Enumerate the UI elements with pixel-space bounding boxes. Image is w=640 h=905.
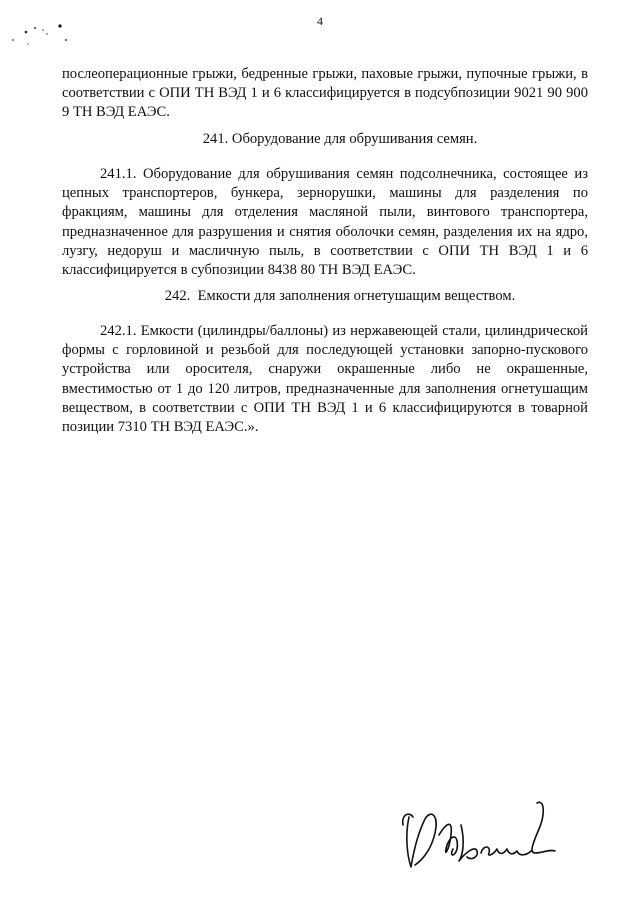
scan-specks-icon xyxy=(0,0,90,60)
page-number: 4 xyxy=(317,14,323,28)
section-heading-241: 241. Оборудование для обрушивания семян. xyxy=(202,131,478,147)
paragraph-241-1 xyxy=(62,165,588,280)
paragraph-241-1-text: 241.1. Оборудование для обрушивания семян подсолнечника, состоящее из цепных транспортеров, бункера, зернорушки, машины для разделения по фракциям, машины для отделения масляной пыли, винтового транспортера, предназначенное для разрушения и снятия оболочки семян, разделения их на ядро, лузгу, недоруш и масличную пыль, в соответствии с ОПИ ТН ВЭД 1 и 6 классифицируется в субпозиции 8438 80 ТН ВЭД ЕАЭС. xyxy=(62,166,588,279)
section-heading-242: 242. Емкости для заполнения огнетушащим веществом. xyxy=(164,288,516,304)
paragraph-242-1 xyxy=(62,322,588,437)
continuation-paragraph xyxy=(62,65,588,123)
handwritten-signature-icon xyxy=(395,795,565,875)
continuation-text: послеоперационные грыжи, бедренные грыжи, паховые грыжи, пупочные грыжи, в соответствии с ОПИ ТН ВЭД 1 и 6 классифицируется в подсубпозиции 9021 90 900 9 ТН ВЭД ЕАЭС. xyxy=(62,66,588,121)
paragraph-242-1-text: 242.1. Емкости (цилиндры/баллоны) из нержавеющей стали, цилиндрической формы с горловиной и резьбой для последующей установки запорно-пускового устройства или оросителя, снаружи окрашенные либо не окрашенные, вместимостью от 1 до 120 литров, предназначенные для заполнения огнетушащим веществом, в соответствии с ОПИ ТН ВЭД 1 и 6 классифицируются в товарной позиции 7310 ТН ВЭД ЕАЭС.». xyxy=(62,323,588,436)
